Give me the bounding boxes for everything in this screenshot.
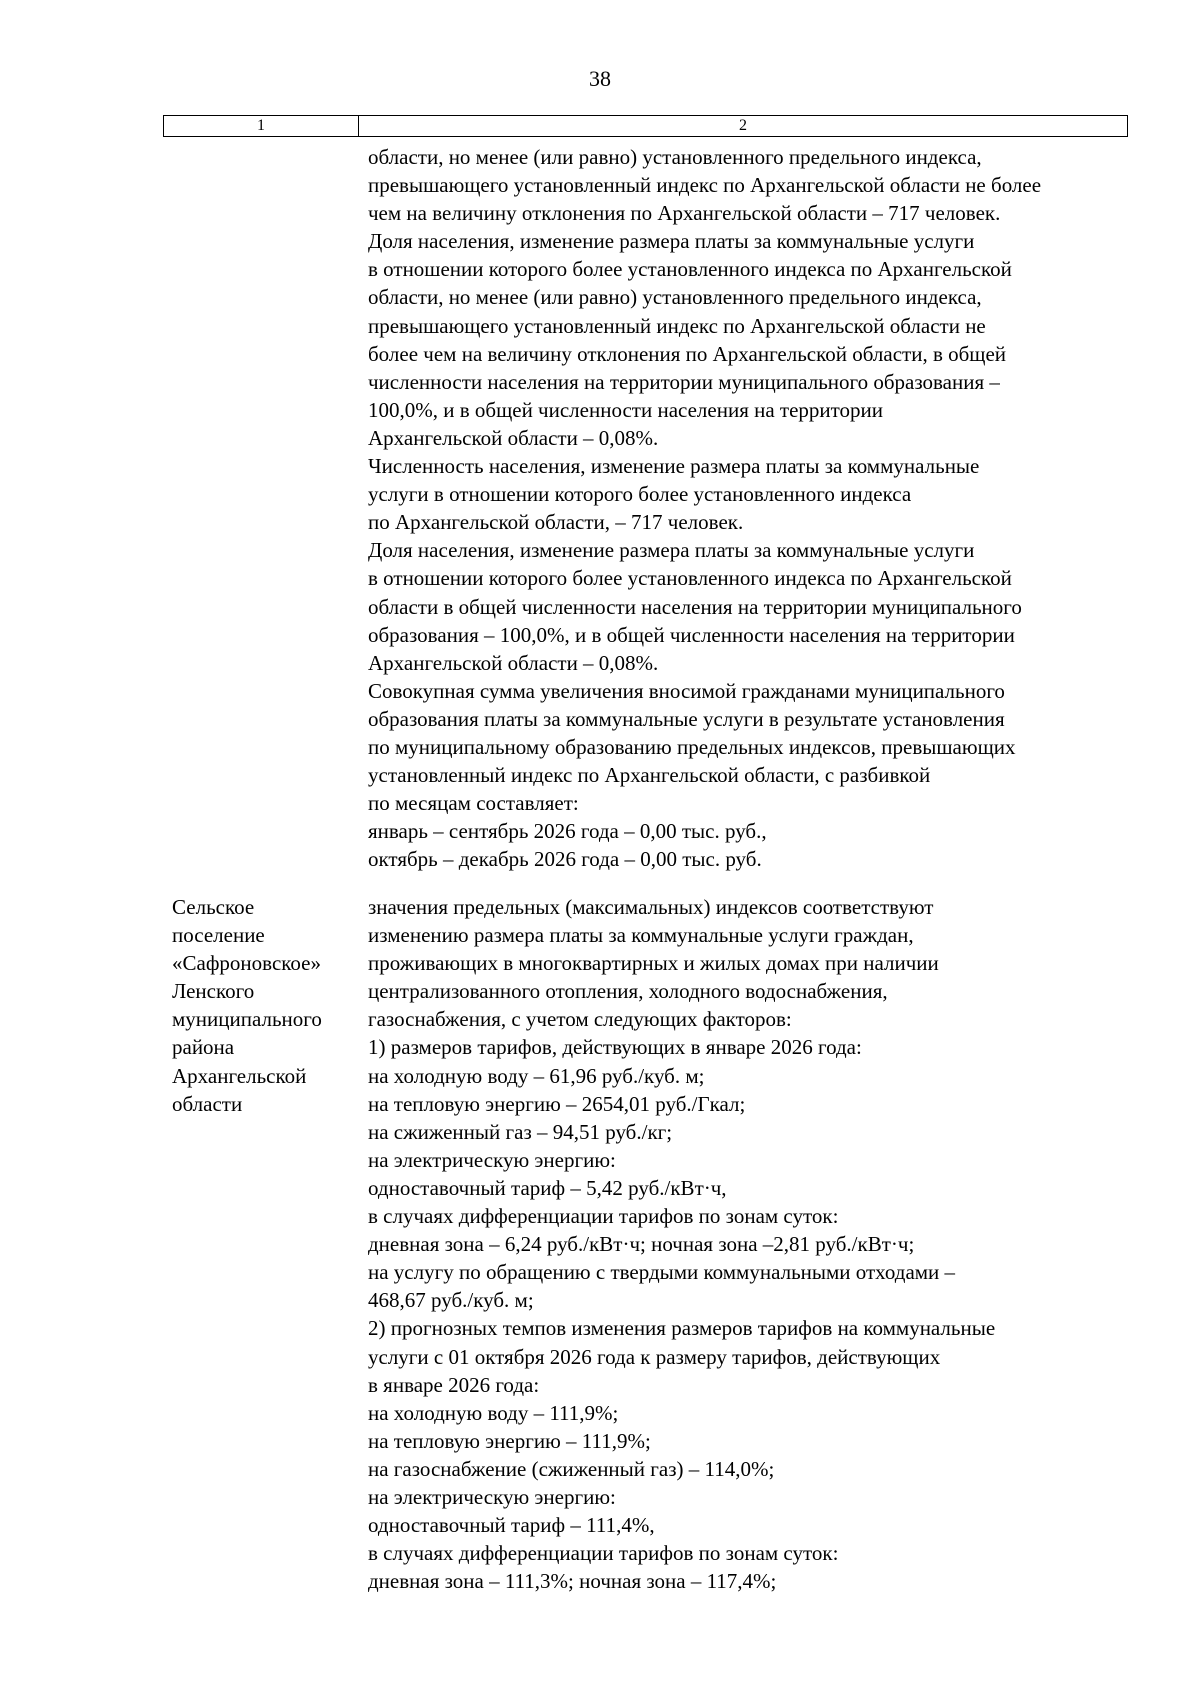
text-line: централизованного отопления, холодного водоснабжения,: [368, 979, 888, 1004]
text-line: в отношении которого более установленного индекса по Архангельской: [368, 257, 1012, 282]
text-line: в январе 2026 года:: [368, 1372, 540, 1397]
text-line: «Сафроновское»: [172, 951, 321, 976]
text-line: проживающих в многоквартирных и жилых домах при наличии: [368, 951, 939, 976]
text-line: дневная зона – 6,24 руб./кВт·ч; ночная зона –2,81 руб./кВт·ч;: [368, 1232, 915, 1257]
text-line: чем на величину отклонения по Архангельской области – 717 человек.: [368, 201, 1001, 226]
text-line: Архангельской области – 0,08%.: [368, 650, 659, 675]
text-line: превышающего установленный индекс по Архангельской области не более: [368, 173, 1042, 198]
text-line: численности населения на территории муниципального образования –: [368, 369, 1000, 394]
text-line: на тепловую энергию – 111,9%;: [368, 1428, 651, 1453]
text-line: на сжиженный газ – 94,51 руб./кг;: [368, 1119, 673, 1144]
text-line: октябрь – декабрь 2026 года – 0,00 тыс. руб.: [368, 847, 762, 872]
text-line: Архангельской: [172, 1063, 307, 1088]
text-line: на электрическую энергию:: [368, 1147, 616, 1172]
text-line: 2) прогнозных темпов изменения размеров тарифов на коммунальные: [368, 1316, 996, 1341]
text-line: на электрическую энергию:: [368, 1484, 616, 1509]
text-line: услуги с 01 октября 2026 года к размеру тарифов, действующих: [368, 1344, 941, 1369]
table-header-col-1: 1: [164, 116, 359, 136]
text-line: установленный индекс по Архангельской области, с разбивкой: [368, 763, 931, 788]
text-line: 100,0%, и в общей численности населения на территории: [368, 397, 884, 422]
text-line: Совокупная сумма увеличения вносимой гражданами муниципального: [368, 678, 1005, 703]
table-header-col-2: 2: [739, 117, 747, 134]
page-number: 38: [589, 66, 611, 91]
continued-text-block: [368, 143, 1138, 873]
text-line: муниципального: [172, 1007, 322, 1032]
text-line: образования – 100,0%, и в общей численности населения на территории: [368, 622, 1015, 647]
text-line: 1) размеров тарифов, действующих в январе 2026 года:: [368, 1035, 862, 1060]
text-line: Численность населения, изменение размера платы за коммунальные: [368, 454, 980, 479]
text-line: в отношении которого более установленного индекса по Архангельской: [368, 566, 1012, 591]
text-line: на услугу по обращению с твердыми коммунальными отходами –: [368, 1260, 956, 1285]
tariff-description-block: [368, 893, 1138, 1595]
text-line: газоснабжения, с учетом следующих факторов:: [368, 1007, 792, 1032]
text-line: поселение: [172, 923, 265, 948]
text-line: области в общей численности населения на территории муниципального: [368, 594, 1022, 619]
text-line: по Архангельской области, – 717 человек.: [368, 510, 744, 535]
text-line: дневная зона – 111,3%; ночная зона – 117,4%;: [368, 1569, 777, 1594]
text-line: Архангельской области – 0,08%.: [368, 425, 659, 450]
text-line: области, но менее (или равно) установленного предельного индекса,: [368, 145, 982, 169]
text-line: на холодную воду – 111,9%;: [368, 1400, 619, 1425]
text-line: на газоснабжение (сжиженный газ) – 114,0%;: [368, 1456, 775, 1481]
text-line: 468,67 руб./куб. м;: [368, 1288, 534, 1313]
text-line: Доля населения, изменение размера платы за коммунальные услуги: [368, 538, 975, 563]
text-line: изменению размера платы за коммунальные услуги граждан,: [368, 923, 914, 948]
text-line: январь – сентябрь 2026 года – 0,00 тыс. руб.,: [368, 819, 767, 844]
municipality-name: [172, 893, 362, 1118]
text-line: области, но менее (или равно) установленного предельного индекса,: [368, 285, 982, 310]
text-line: в случаях дифференциации тарифов по зонам суток:: [368, 1541, 839, 1566]
text-line: Сельское: [172, 895, 255, 919]
text-line: по муниципальному образованию предельных индексов, превышающих: [368, 734, 1016, 759]
text-line: по месяцам составляет:: [368, 791, 579, 816]
text-line: на холодную воду – 61,96 руб./куб. м;: [368, 1063, 705, 1088]
text-line: более чем на величину отклонения по Архангельской области, в общей: [368, 341, 1007, 366]
text-line: услуги в отношении которого более установленного индекса: [368, 482, 912, 507]
text-line: одноставочный тариф – 111,4%,: [368, 1513, 655, 1538]
table-header-row: [163, 115, 1128, 137]
text-line: значения предельных (максимальных) индексов соответствуют: [368, 895, 934, 919]
text-line: области: [172, 1091, 243, 1116]
text-line: Доля населения, изменение размера платы за коммунальные услуги: [368, 229, 975, 254]
text-line: превышающего установленный индекс по Архангельской области не: [368, 313, 986, 338]
text-line: одноставочный тариф – 5,42 руб./кВт·ч,: [368, 1175, 727, 1200]
text-line: района: [172, 1035, 235, 1060]
text-line: образования платы за коммунальные услуги в результате установления: [368, 706, 1005, 731]
text-line: Ленского: [172, 979, 255, 1004]
text-line: в случаях дифференциации тарифов по зонам суток:: [368, 1204, 839, 1229]
text-line: на тепловую энергию – 2654,01 руб./Гкал;: [368, 1091, 746, 1116]
